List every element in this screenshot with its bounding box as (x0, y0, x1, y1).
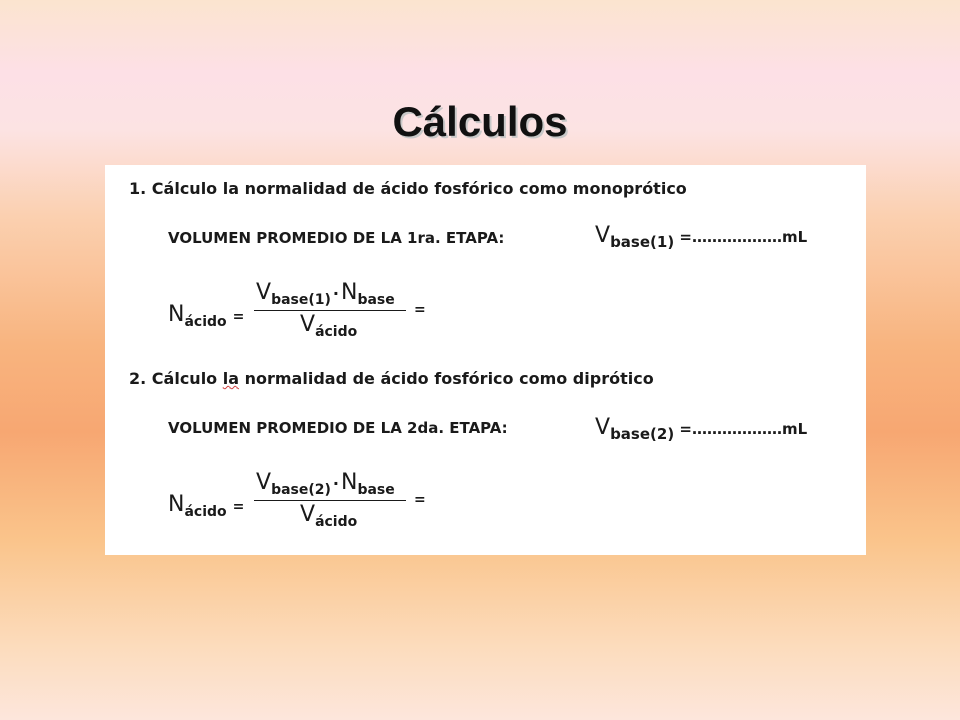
num-n-symbol: N (340, 470, 358, 495)
section2-heading (129, 369, 654, 388)
den-v-subscript: ácido (315, 324, 358, 340)
v-subscript: base(1) (610, 233, 675, 251)
section1-formula (168, 280, 448, 350)
fraction-bar (254, 310, 406, 311)
n-symbol: N (168, 492, 185, 517)
formula-numerator (256, 280, 395, 308)
slide-title: Cálculos (392, 98, 568, 145)
n-subscript: ácido (184, 504, 227, 520)
section2-number: 2. (129, 369, 147, 388)
den-v-symbol: V (300, 502, 316, 527)
formula-numerator (256, 470, 395, 498)
formula-lhs (168, 302, 244, 330)
den-v-subscript: ácido (315, 514, 358, 530)
section2-formula (168, 470, 448, 540)
result-equals-sign: = (414, 302, 426, 318)
num-v-subscript: base(2) (271, 482, 331, 498)
equals-sign: = (232, 309, 245, 325)
n-symbol: N (168, 302, 185, 327)
formula-denominator (300, 312, 357, 340)
section2-heading-post: normalidad de ácido fosfórico como diprótico (239, 369, 654, 388)
volume-blank: =………………mL (674, 420, 808, 438)
num-v-symbol: V (256, 280, 272, 305)
section2-volume-label: VOLUMEN PROMEDIO DE LA 2da. ETAPA: (168, 419, 508, 437)
num-v-symbol: V (256, 470, 272, 495)
equals-sign: = (232, 499, 245, 515)
v-symbol: V (595, 223, 611, 248)
num-v-subscript: base(1) (271, 292, 331, 308)
n-subscript: ácido (184, 314, 227, 330)
fraction-bar (254, 500, 406, 501)
section1-volume-label: VOLUMEN PROMEDIO DE LA 1ra. ETAPA: (168, 229, 505, 247)
section1-heading-text: Cálculo la normalidad de ácido fosfórico como monoprótico (151, 179, 687, 198)
result-equals-sign: = (414, 492, 426, 508)
section2-heading-underlined: la (222, 369, 240, 388)
num-n-symbol: N (340, 280, 358, 305)
multiply-dot: · (332, 474, 339, 493)
section1-number: 1. (129, 179, 147, 198)
formula-lhs (168, 492, 244, 520)
volume-blank: =………………mL (674, 228, 808, 246)
multiply-dot: · (332, 284, 339, 303)
section1-volume-expression (595, 223, 807, 251)
content-panel (105, 165, 866, 555)
section1-heading (129, 179, 687, 198)
formula-denominator (300, 502, 357, 530)
den-v-symbol: V (300, 312, 316, 337)
v-symbol: V (595, 415, 611, 440)
section2-volume-expression (595, 415, 807, 443)
section2-heading-pre: Cálculo (151, 369, 223, 388)
num-n-subscript: base (357, 482, 395, 498)
num-n-subscript: base (357, 292, 395, 308)
v-subscript: base(2) (610, 425, 675, 443)
